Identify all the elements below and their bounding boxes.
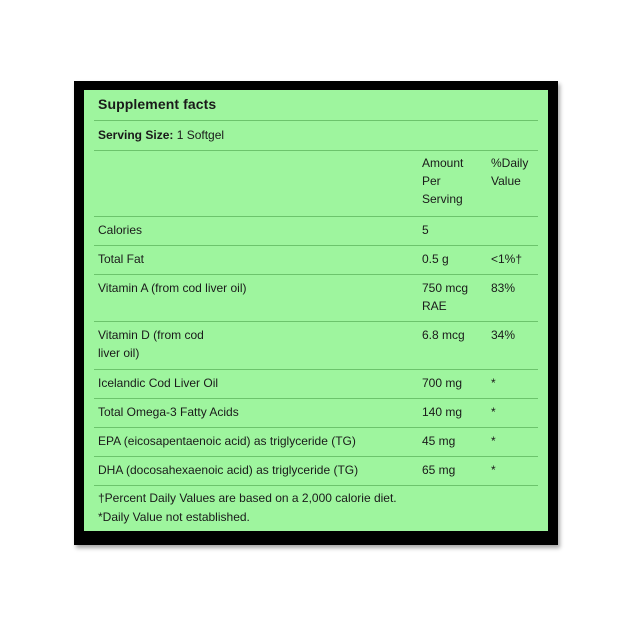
nutrient-name: Total Fat bbox=[98, 252, 145, 266]
divider bbox=[94, 274, 538, 275]
nutrient-name: Vitamin A (from cod liver oil) bbox=[98, 281, 247, 295]
panel-title: Supplement facts bbox=[98, 96, 217, 112]
nutrient-name: Calories bbox=[98, 223, 143, 237]
amount-header: Amount Per Serving bbox=[422, 156, 464, 206]
serving-size-label: Serving Size: bbox=[98, 128, 174, 142]
nutrient-amount: 5 bbox=[422, 223, 429, 237]
nutrient-name: DHA (docosahexaenoic acid) as triglyceride (TG) bbox=[98, 463, 359, 477]
nutrient-daily-value: 83% bbox=[491, 281, 516, 295]
nutrient-amount: 65 mg bbox=[422, 463, 456, 477]
divider bbox=[94, 427, 538, 428]
divider bbox=[94, 398, 538, 399]
nutrient-amount: 750 mcg RAE bbox=[422, 281, 469, 313]
divider bbox=[94, 456, 538, 457]
divider bbox=[94, 245, 538, 246]
serving-size bbox=[98, 128, 224, 142]
nutrient-amount: 0.5 g bbox=[422, 252, 449, 266]
footnote-daily-values: †Percent Daily Values are based on a 2,000 calorie diet. bbox=[98, 491, 397, 505]
nutrient-name: Total Omega-3 Fatty Acids bbox=[98, 405, 239, 419]
nutrient-daily-value: * bbox=[491, 463, 496, 477]
nutrient-amount: 45 mg bbox=[422, 434, 456, 448]
nutrient-name: Icelandic Cod Liver Oil bbox=[98, 376, 219, 390]
nutrient-daily-value: <1%† bbox=[491, 252, 523, 266]
nutrient-daily-value: 34% bbox=[491, 328, 516, 342]
nutrient-name: EPA (eicosapentaenoic acid) as triglyceride (TG) bbox=[98, 434, 356, 448]
nutrient-name: Vitamin D (from cod liver oil) bbox=[98, 328, 204, 360]
footnote-not-established: *Daily Value not established. bbox=[98, 510, 250, 524]
label-frame bbox=[74, 81, 558, 545]
nutrient-daily-value: * bbox=[491, 434, 496, 448]
nutrient-daily-value: * bbox=[491, 376, 496, 390]
divider bbox=[94, 120, 538, 121]
supplement-facts-panel bbox=[84, 90, 548, 531]
nutrient-daily-value: * bbox=[491, 405, 496, 419]
divider bbox=[94, 216, 538, 217]
divider bbox=[94, 321, 538, 322]
serving-size-value: 1 Softgel bbox=[176, 128, 225, 142]
nutrient-amount: 6.8 mcg bbox=[422, 328, 465, 342]
nutrient-amount: 700 mg bbox=[422, 376, 463, 390]
divider bbox=[94, 485, 538, 486]
divider bbox=[94, 369, 538, 370]
daily-value-header: %Daily Value bbox=[491, 156, 529, 188]
nutrient-amount: 140 mg bbox=[422, 405, 463, 419]
divider bbox=[94, 150, 538, 151]
